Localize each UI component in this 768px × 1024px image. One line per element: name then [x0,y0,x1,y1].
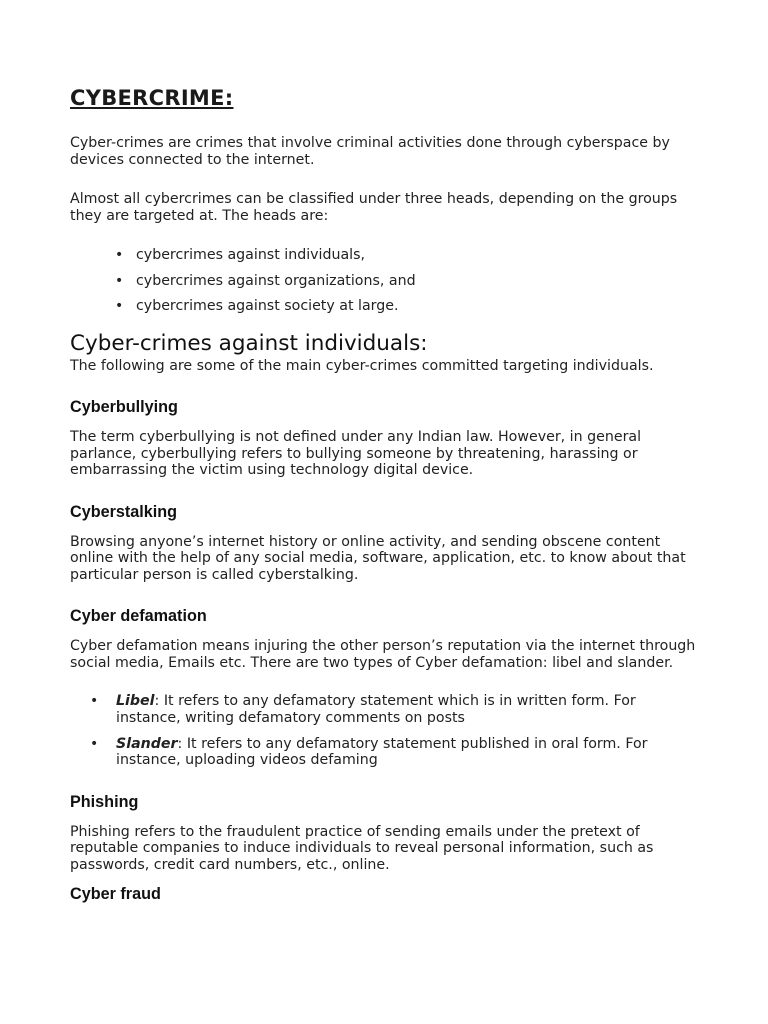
bullet-icon: • [115,247,124,263]
heading-cyber-defamation: Cyber defamation [70,607,207,626]
libel-term: Libel [116,693,155,710]
classification-paragraph: Almost all cybercrimes can be classified under three heads, depending on the groups they are targeted at. The heads are: [70,191,678,224]
heading-phishing: Phishing [70,792,139,811]
document-page [70,86,700,904]
list-item [115,298,700,315]
heads-list [70,247,700,315]
document-title: CYBERCRIME: [70,86,234,110]
defamation-types-list [70,693,700,768]
heading-cyberstalking: Cyberstalking [70,502,178,521]
head-item-label: cybercrimes against individuals, [136,247,366,263]
intro-paragraph: Cyber-crimes are crimes that involve criminal activities done through cyberspace by devices connected to the internet. [70,135,670,168]
libel-description: : It refers to any defamatory statement which is in written form. For instance, writing defamatory comments on posts [116,693,636,726]
section-intro: The following are some of the main cyber-crimes committed targeting individuals. [70,357,654,374]
phishing-paragraph: Phishing refers to the fraudulent practice of sending emails under the pretext of reputable companies to induce individuals to reveal personal information, such as passwords, credit card numbers, etc., online. [70,823,654,873]
cyberbullying-paragraph: The term cyberbullying is not defined under any Indian law. However, in general parlance, cyberbullying refers to bullying someone by threatening, harassing or embarrassing the victim using technology digital device. [70,429,642,479]
defamation-paragraph: Cyber defamation means injuring the other person’s reputation via the internet through social media, Emails etc. There are two types of Cyber defamation: libel and slander. [70,638,696,671]
list-item [115,273,700,290]
list-item [90,693,700,726]
section-title: Cyber-crimes against individuals: [70,330,428,356]
list-item [115,247,700,264]
list-item [90,736,700,769]
bullet-icon: • [115,298,124,315]
slander-description: : It refers to any defamatory statement published in oral form. For instance, uploading videos defaming [116,735,648,769]
slander-term: Slander [116,735,178,752]
cyberstalking-paragraph: Browsing anyone’s internet history or online activity, and sending obscene content online with the help of any social media, software, application, etc. to know about that particular person is called cyberstalking. [70,533,686,583]
bullet-icon: • [115,272,124,289]
head-item-label: cybercrimes against society at large. [136,298,399,315]
heading-cyberbullying: Cyberbullying [70,398,178,417]
bullet-icon: • [90,693,99,710]
heading-cyber-fraud: Cyber fraud [70,885,161,904]
head-item-label: cybercrimes against organizations, and [136,272,416,289]
bullet-icon: • [90,735,99,752]
